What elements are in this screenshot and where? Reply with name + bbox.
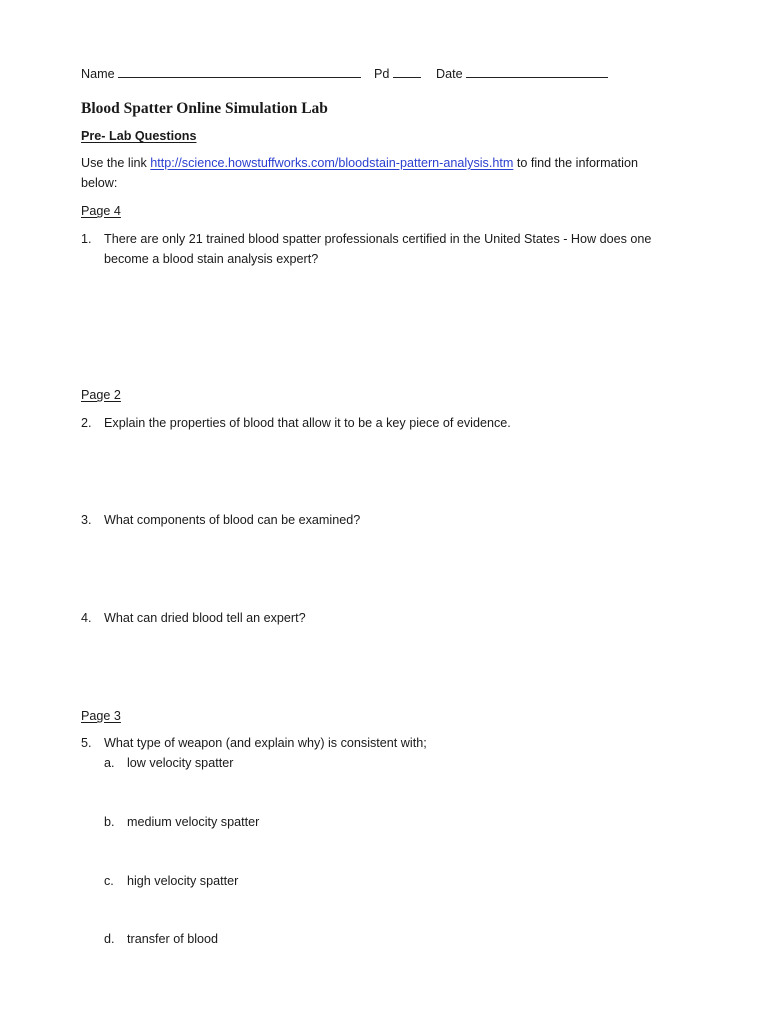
name-blank[interactable] (118, 64, 361, 78)
question-4-text: What can dried blood tell an expert? (104, 611, 306, 625)
section-page-3: Page 3 (81, 709, 121, 723)
intro-before-link: Use the link (81, 156, 151, 170)
question-3-number: 3. (81, 513, 92, 527)
date-label: Date (436, 67, 463, 81)
section-page-2: Page 2 (81, 388, 121, 402)
subitem-c-letter: c. (104, 874, 114, 888)
name-field (81, 64, 361, 84)
prelab-heading: Pre- Lab Questions (81, 129, 197, 143)
question-3-text: What components of blood can be examined? (104, 513, 361, 527)
intro-line-1 (81, 153, 638, 173)
question-1-line-1: There are only 21 trained blood spatter professionals certified in the United States - How does one (104, 232, 652, 246)
intro-line-2: below: (81, 176, 118, 190)
subitem-d-letter: d. (104, 932, 115, 946)
intro-after-link: to find the information (513, 156, 638, 170)
pd-blank[interactable] (393, 64, 421, 78)
question-5-text: What type of weapon (and explain why) is consistent with; (104, 736, 427, 750)
question-5-number: 5. (81, 736, 92, 750)
document-title: Blood Spatter Online Simulation Lab (81, 100, 328, 117)
date-field (436, 64, 608, 84)
question-2-number: 2. (81, 416, 92, 430)
subitem-a-letter: a. (104, 756, 115, 770)
name-label: Name (81, 67, 115, 81)
question-1-number: 1. (81, 232, 92, 246)
subitem-c-text: high velocity spatter (127, 874, 239, 888)
subitem-b-text: medium velocity spatter (127, 815, 260, 829)
date-blank[interactable] (466, 64, 608, 78)
reference-link[interactable]: http://science.howstuffworks.com/bloodstain-pattern-analysis.htm (150, 156, 514, 170)
pd-field (374, 64, 421, 84)
subitem-b-letter: b. (104, 815, 115, 829)
subitem-a-text: low velocity spatter (127, 756, 234, 770)
pd-label: Pd (374, 67, 390, 81)
question-4-number: 4. (81, 611, 92, 625)
question-1-line-2: become a blood stain analysis expert? (104, 252, 319, 266)
section-page-4: Page 4 (81, 204, 121, 218)
question-2-text: Explain the properties of blood that allow it to be a key piece of evidence. (104, 416, 511, 430)
subitem-d-text: transfer of blood (127, 932, 219, 946)
